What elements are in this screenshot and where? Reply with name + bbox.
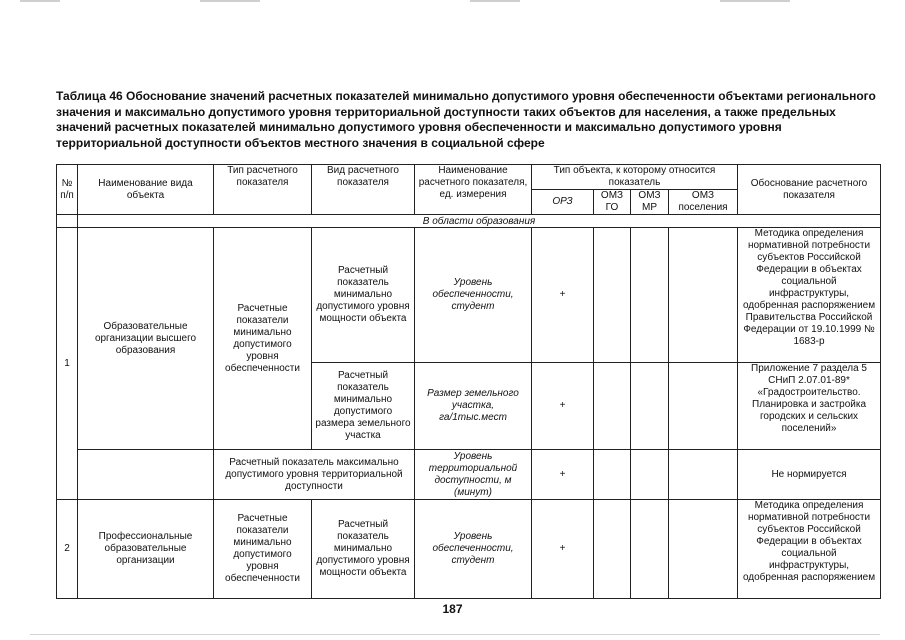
scan-edge-mark [720,0,790,2]
row2-num: 2 [57,500,78,599]
scan-edge-mark [470,0,520,2]
scan-bottom-line [30,634,880,635]
row2-kind-text: Расчетный показатель минимально допустимого уровня мощности объекта [316,519,410,578]
row2-basis [738,500,881,599]
row1b-plus: + [532,363,594,450]
row2-kind [312,500,415,599]
row2-basis-text: Методика определения нормативной потребности субъектов Российской Федерации в объектах социальной инфраструктуры, одобренная распоряжением [742,500,876,583]
header-omz-go: ОМЗ ГО [594,190,631,215]
justification-table [56,164,881,599]
row1c-plus: + [532,450,594,500]
table-row [57,450,881,500]
header-num: № п/п [57,165,78,215]
table-title: Таблица 46 Обоснование значений расчетных показателей минимально допустимого уровня обеспеченности объектами регионального значения и максимально допустимого уровня территориальной доступности таких объектов для населения, а также предельных значений расчетных показателей минимально допустимого уровня обеспеченности и максимально допустимого уровня территориальной доступности объектов местного значения в социальной сфере [56,89,876,150]
header-measure: Наименование расчетного показателя, ед. измерения [415,165,532,215]
table-row [57,500,881,599]
section-title: В области образования [78,215,881,228]
row1c-measure: Уровень территориальной доступности, м (минут) [415,450,532,500]
row2-measure: Уровень обеспеченности, студент [415,500,532,599]
row1a-plus: + [532,228,594,363]
scan-edge-mark [20,0,60,2]
header-basis: Обоснование расчетного показателя [738,165,881,215]
row2-type [214,500,312,599]
table-row [57,228,881,363]
row1b-measure: Размер земельного участка, га/1тыс.мест [415,363,532,450]
row1-type: Расчетные показатели минимально допустимого уровня обеспеченности [214,228,312,450]
row1b-basis: Приложение 7 раздела 5 СНиП 2.07.01-89* «Градостроительство. Планировка и застройка городских и сельских поселений» [738,363,881,450]
row1a-kind: Расчетный показатель минимально допустимого уровня мощности объекта [312,228,415,363]
row1c-basis: Не нормируется [738,450,881,500]
header-type: Тип расчетного показателя [214,165,312,215]
row1c-kind: Расчетный показатель максимально допустимого уровня территориальной доступности [214,450,415,500]
scan-edge-mark [200,0,260,2]
header-row [57,165,881,190]
header-object-type: Тип объекта, к которому относится показатель [532,165,738,190]
header-omz-mr: ОМЗ МР [631,190,669,215]
section-row [57,215,881,228]
header-kind: Вид расчетного показателя [312,165,415,215]
row1a-basis: Методика определения нормативной потребности субъектов Российской Федерации в объектах социальной инфраструктуры, одобренная распоряжением Правительства Российской Федерации от 19.10.1999 № 1683-р [738,228,881,363]
row2-plus: + [532,500,594,599]
header-orz: ОРЗ [532,190,594,215]
row1-num: 1 [57,228,78,500]
row1-name: Образовательные организации высшего образования [78,228,214,450]
row2-name: Профессиональные образовательные организации [78,500,214,599]
header-omz-pos: ОМЗ поселения [669,190,738,215]
page-number: 187 [442,602,463,616]
row1a-measure: Уровень обеспеченности, студент [415,228,532,363]
row2-type-text: Расчетные показатели минимально допустимого уровня обеспеченности [225,513,300,584]
header-name: Наименование вида объекта [78,165,214,215]
row1b-kind: Расчетный показатель минимально допустимого размера земельного участка [312,363,415,450]
